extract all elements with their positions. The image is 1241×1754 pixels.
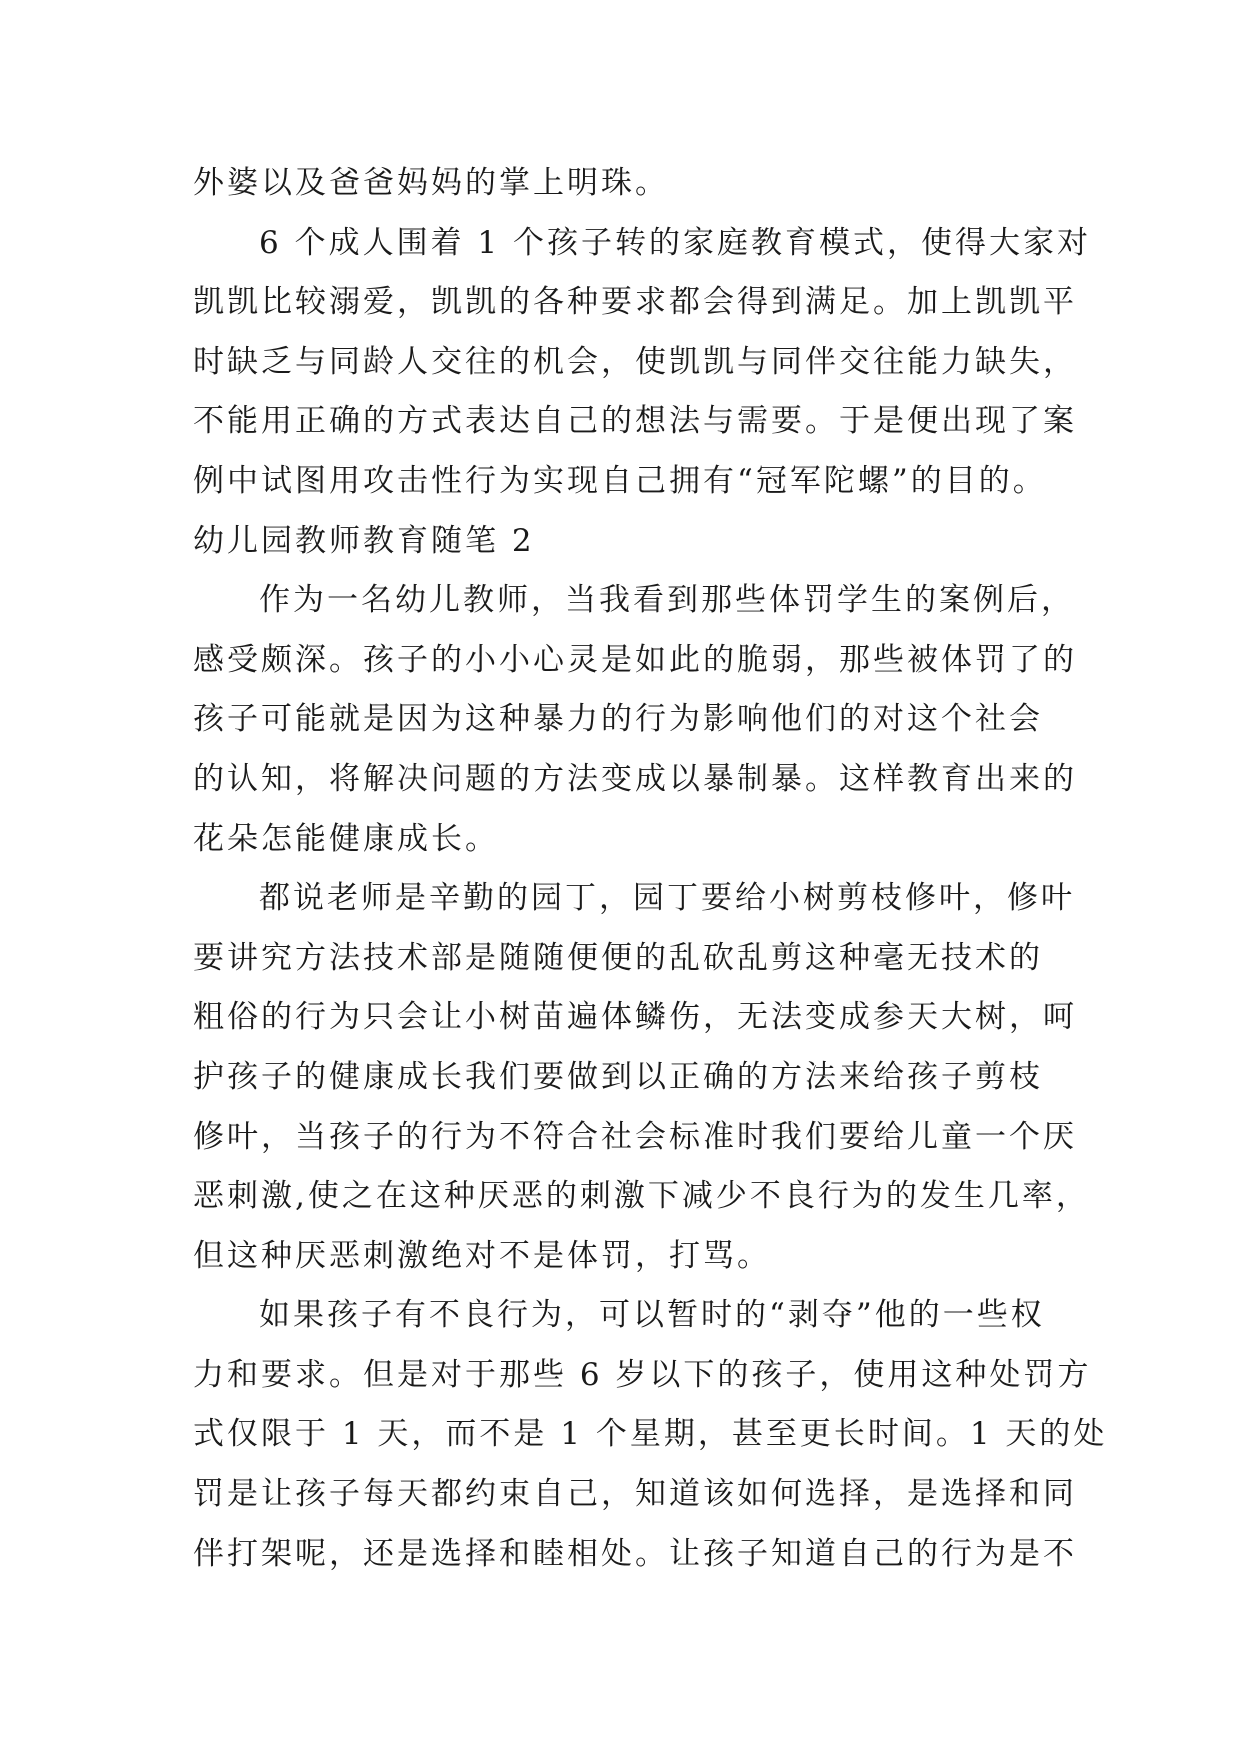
text-line: 花朵怎能健康成长。 xyxy=(193,820,499,857)
text-line: 粗俗的行为只会让小树苗遍体鳞伤，无法变成参天大树，呵 xyxy=(193,999,1077,1036)
body-text xyxy=(193,154,1108,1584)
text-line: 都说老师是辛勤的园丁，园丁要给小树剪枝修叶，修叶 xyxy=(259,880,1075,917)
section-heading: 幼儿园教师教育随笔 2 xyxy=(193,522,535,559)
text-line: 6 个成人围着 1 个孩子转的家庭教育模式，使得大家对 xyxy=(259,224,1092,261)
text-line: 但这种厌恶刺激绝对不是体罚，打骂。 xyxy=(193,1237,771,1274)
text-line: 的认知，将解决问题的方法变成以暴制暴。这样教育出来的 xyxy=(193,760,1077,797)
text-line: 式仅限于 1 天，而不是 1 个星期，甚至更长时间。1 天的处 xyxy=(193,1416,1108,1453)
text-line: 时缺乏与同龄人交往的机会，使凯凯与同伴交往能力缺失， xyxy=(193,343,1077,380)
text-line: 凯凯比较溺爱，凯凯的各种要求都会得到满足。加上凯凯平 xyxy=(193,284,1077,321)
text-line: 孩子可能就是因为这种暴力的行为影响他们的对这个社会 xyxy=(193,701,1043,738)
text-line: 外婆以及爸爸妈妈的掌上明珠。 xyxy=(193,165,669,201)
text-line: 例中试图用攻击性行为实现自己拥有“冠军陀螺”的目的。 xyxy=(193,462,1047,499)
text-line: 伴打架呢，还是选择和睦相处。让孩子知道自己的行为是不 xyxy=(193,1535,1077,1572)
text-line: 如果孩子有不良行为，可以暂时的“剥夺”他的一些权 xyxy=(259,1297,1045,1334)
text-line: 作为一名幼儿教师，当我看到那些体罚学生的案例后， xyxy=(259,582,1075,619)
text-line: 不能用正确的方式表达自己的想法与需要。于是便出现了案 xyxy=(193,403,1077,440)
text-line: 罚是让孩子每天都约束自己，知道该如何选择，是选择和同 xyxy=(193,1476,1077,1513)
text-line: 力和要求。但是对于那些 6 岁以下的孩子，使用这种处罚方 xyxy=(193,1356,1092,1393)
text-line: 修叶，当孩子的行为不符合社会标准时我们要给儿童一个厌 xyxy=(193,1118,1077,1155)
text-line: 护孩子的健康成长我们要做到以正确的方法来给孩子剪枝 xyxy=(193,1058,1043,1095)
text-line: 要讲究方法技术部是随随便便的乱砍乱剪这种毫无技术的 xyxy=(193,939,1043,976)
text-line: 恶刺激,使之在这种厌恶的刺激下减少不良行为的发生几率， xyxy=(193,1178,1090,1215)
text-line: 感受颇深。孩子的小小心灵是如此的脆弱，那些被体罚了的 xyxy=(193,641,1077,678)
